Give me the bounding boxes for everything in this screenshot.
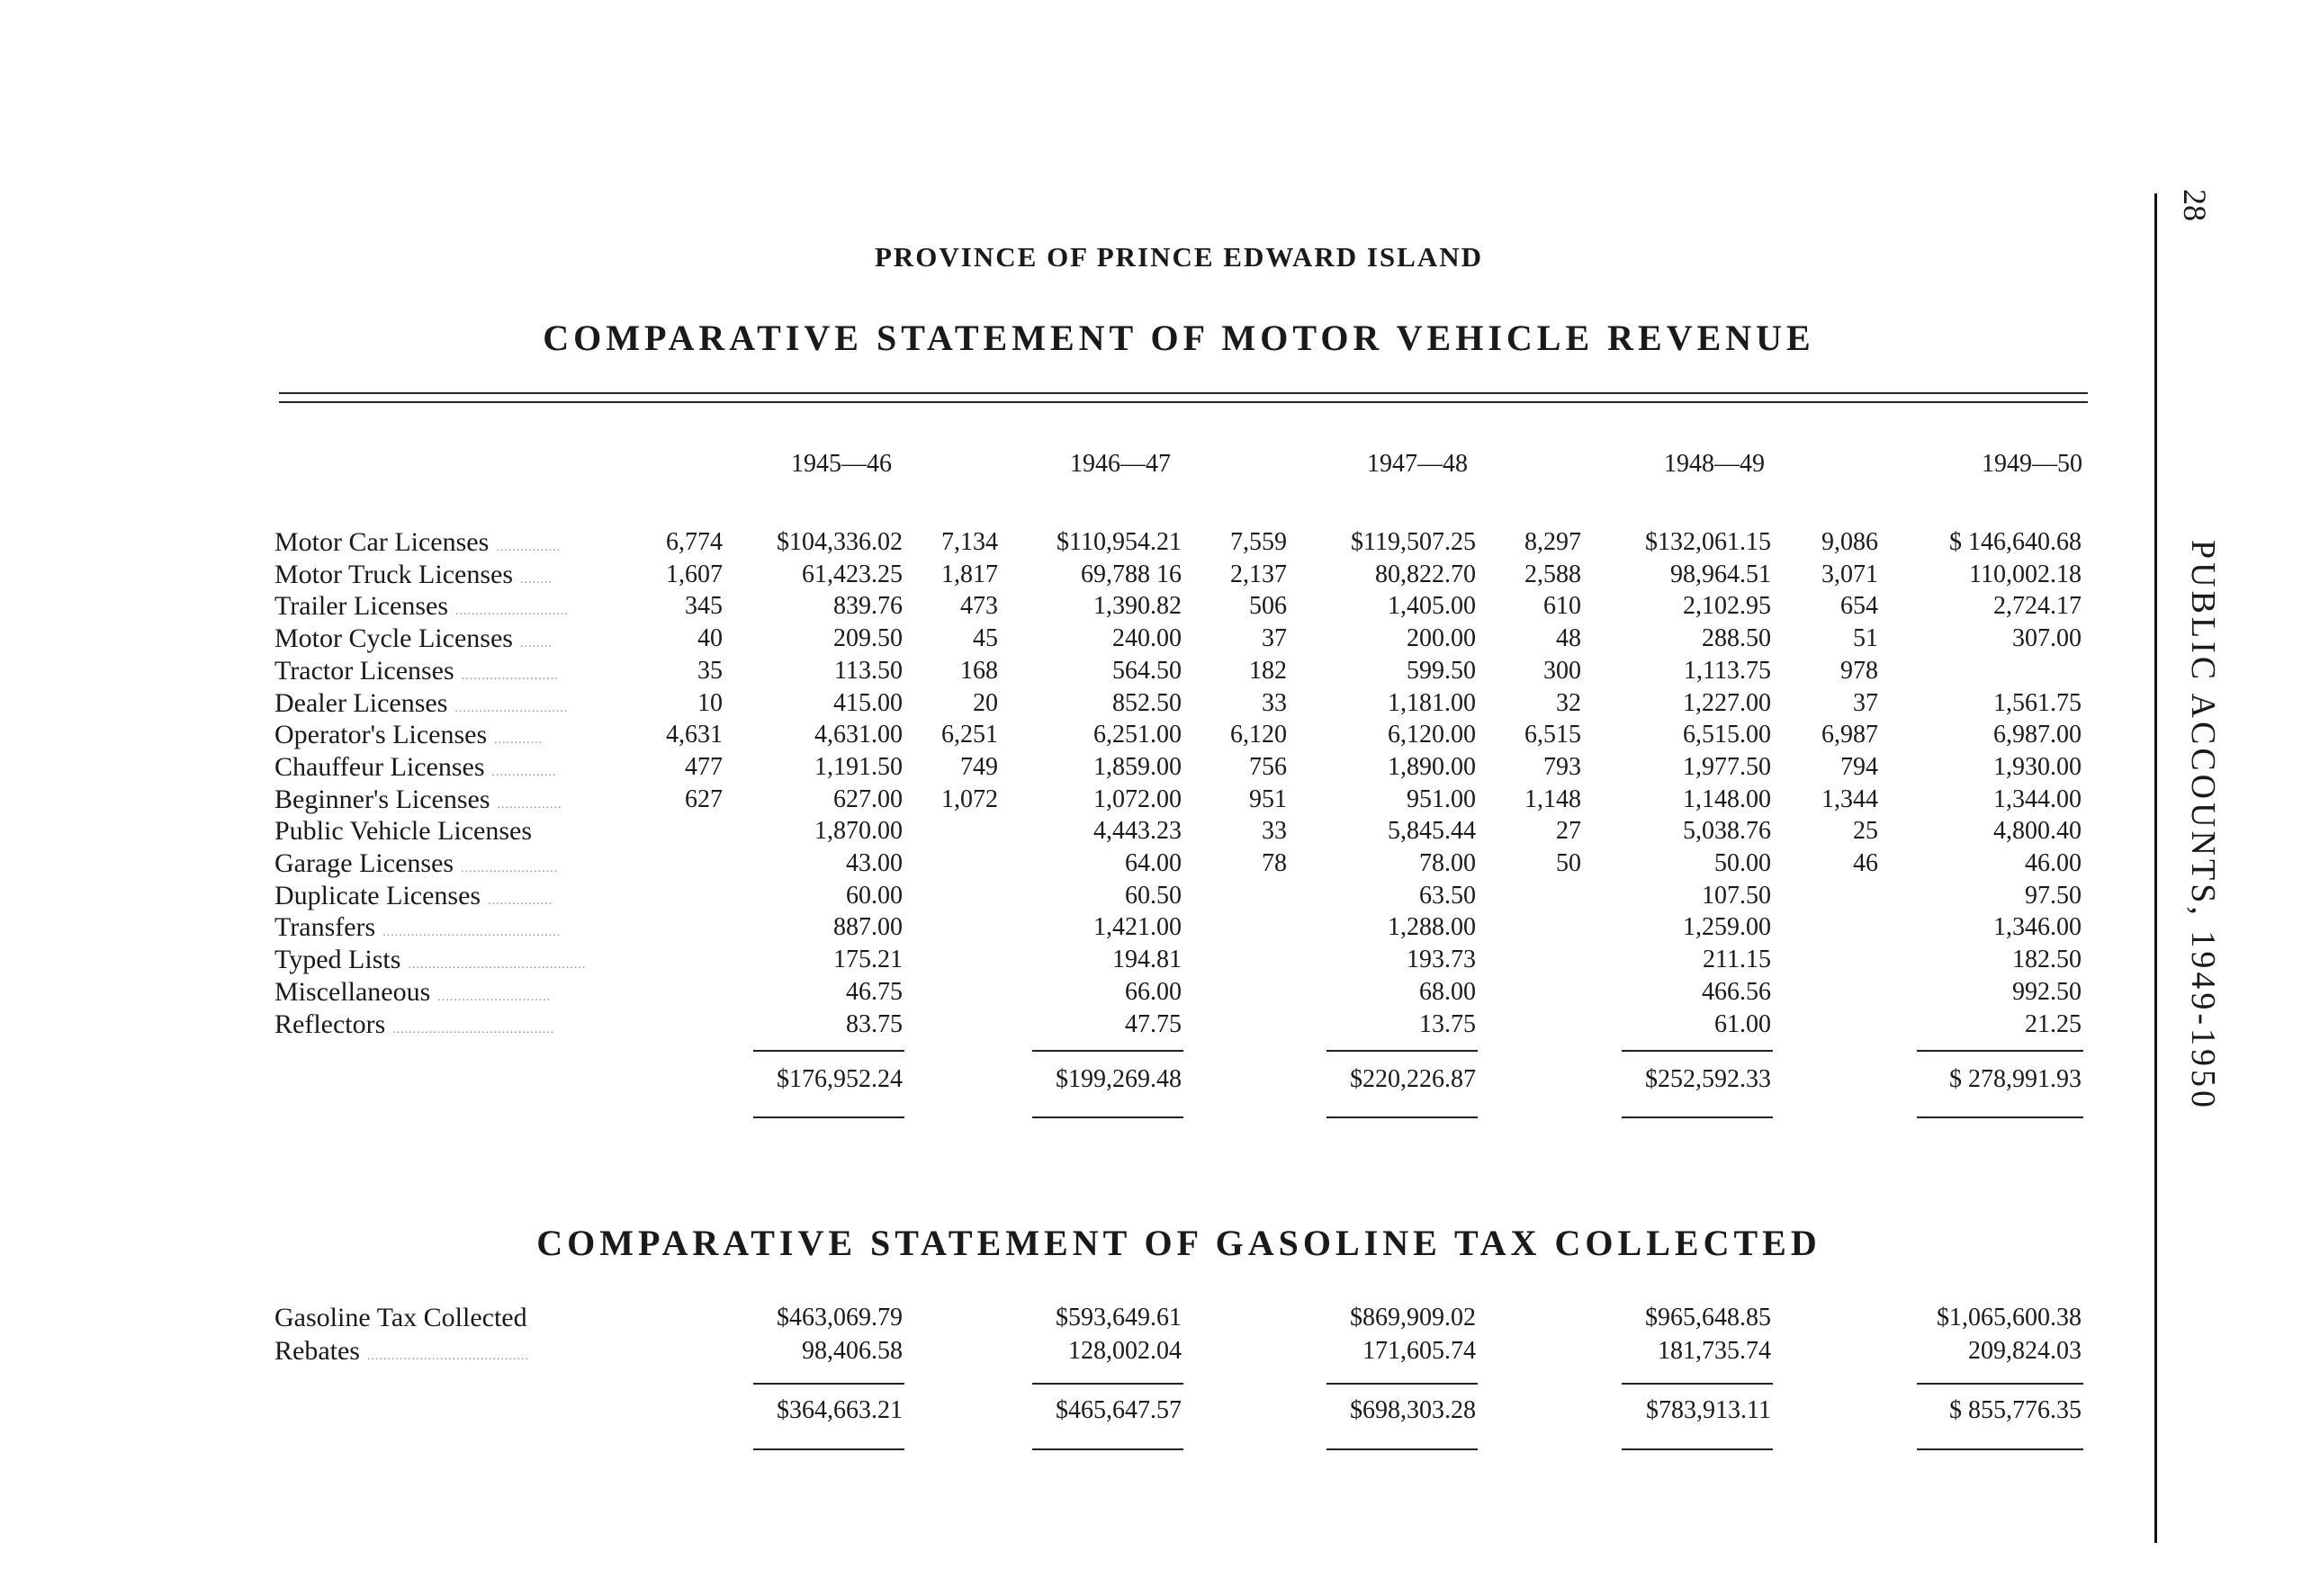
revenue-amount: 992.50 <box>2012 977 2082 1006</box>
licence-count: 6,774 <box>666 528 723 556</box>
revenue-amount: 1,859.00 <box>1093 752 1182 781</box>
total-rule-below <box>753 1116 904 1118</box>
title-rule-bottom <box>279 401 2088 403</box>
column-total: $199,269.48 <box>1056 1065 1182 1093</box>
licence-count: 37 <box>1262 624 1287 653</box>
total-rule-above <box>1032 1050 1183 1052</box>
row-label-text: Beginner's Licenses <box>274 784 490 814</box>
total-rule-below <box>1917 1116 2083 1118</box>
gas-total-rule-below <box>753 1448 904 1450</box>
revenue-amount: 60.00 <box>846 881 903 910</box>
revenue-amount: 627.00 <box>833 785 903 813</box>
licence-count: 7,134 <box>941 528 998 556</box>
revenue-amount: 887.00 <box>833 913 903 942</box>
year-header: 1948—49 <box>1664 450 1765 478</box>
row-label-text: Motor Truck Licenses <box>274 559 513 589</box>
gas-amount: 128,002.04 <box>1068 1337 1182 1365</box>
revenue-amount: 13.75 <box>1419 1009 1476 1038</box>
gas-amount: $965,648.85 <box>1645 1304 1771 1331</box>
revenue-amount: 50.00 <box>1714 849 1771 877</box>
row-label-text: Duplicate Licenses <box>274 880 481 910</box>
row-label-text: Tractor Licenses <box>274 655 454 686</box>
title-rule-top <box>279 392 2088 394</box>
revenue-amount: 69,788 16 <box>1081 560 1182 588</box>
revenue-amount: 64.00 <box>1125 849 1182 877</box>
leader-dots: ................ <box>488 893 553 908</box>
gas-amount: 98,406.58 <box>802 1337 903 1365</box>
licence-count: 9,086 <box>1821 528 1878 556</box>
revenue-amount: 1,346.00 <box>1993 913 2082 942</box>
column-total: $176,952.24 <box>777 1065 903 1093</box>
total-rule-above <box>1326 1050 1478 1052</box>
revenue-amount: 1,561.75 <box>1993 688 2082 717</box>
revenue-amount: 1,113.75 <box>1684 656 1771 685</box>
revenue-amount: 21.25 <box>2025 1009 2082 1038</box>
province-heading: PROVINCE OF PRINCE EDWARD ISLAND <box>874 241 1483 273</box>
licence-count: 627 <box>685 785 723 813</box>
revenue-amount: 2,102.95 <box>1683 592 1771 621</box>
revenue-amount: 63.50 <box>1419 881 1476 910</box>
licence-count: 6,987 <box>1821 721 1878 749</box>
revenue-amount: 1,421.00 <box>1093 913 1182 942</box>
year-header: 1946—47 <box>1070 450 1171 478</box>
leader-dots: ........................................ <box>366 1349 529 1363</box>
revenue-amount: 107.50 <box>1702 881 1771 910</box>
revenue-amount: 200.00 <box>1407 624 1476 653</box>
revenue-amount: 61,423.25 <box>802 560 903 588</box>
row-label-text: Operator's Licenses <box>274 720 488 750</box>
gas-total-rule-above <box>753 1383 904 1385</box>
total-rule-above <box>1622 1050 1773 1052</box>
licence-count: 20 <box>973 688 998 717</box>
leader-dots: ........................ <box>461 668 559 683</box>
gas-total-rule-above <box>1032 1383 1183 1385</box>
revenue-amount: 68.00 <box>1419 977 1476 1006</box>
gas-amount: 209,824.03 <box>1968 1337 2082 1365</box>
revenue-amount: 182.50 <box>2012 946 2082 974</box>
leader-dots: ........ <box>520 572 553 587</box>
revenue-amount: 4,800.40 <box>1993 817 2082 846</box>
revenue-amount: 4,631.00 <box>814 721 903 749</box>
row-label <box>274 1009 554 1046</box>
licence-count: 654 <box>1840 592 1878 621</box>
running-title: PUBLIC ACCOUNTS, 1949-1950 <box>2184 540 2222 1111</box>
licence-count: 1,817 <box>941 560 998 588</box>
licence-count: 182 <box>1249 656 1287 685</box>
licence-count: 168 <box>960 656 998 685</box>
row-label-text: Motor Car Licenses <box>274 527 490 557</box>
gasoline-tax-title: COMPARATIVE STATEMENT OF GASOLINE TAX COLLECTED <box>536 1223 1821 1263</box>
revenue-amount: 175.21 <box>833 946 903 974</box>
page-number: 28 <box>2177 189 2213 221</box>
licence-count: 978 <box>1840 656 1878 685</box>
revenue-amount: 599.50 <box>1407 656 1476 685</box>
licence-count: 46 <box>1853 849 1878 877</box>
licence-count: 756 <box>1249 752 1287 781</box>
revenue-amount: 1,148.00 <box>1683 785 1771 813</box>
licence-count: 300 <box>1543 656 1581 685</box>
licence-count: 7,559 <box>1230 528 1287 556</box>
revenue-amount: 78.00 <box>1419 849 1476 877</box>
leader-dots: ............................................ <box>408 958 587 973</box>
licence-count: 33 <box>1262 688 1287 717</box>
leader-dots: ............ <box>494 733 544 748</box>
revenue-amount: 43.00 <box>846 849 903 877</box>
revenue-amount: $104,336.02 <box>777 528 903 556</box>
revenue-amount: 1,390.82 <box>1093 592 1182 621</box>
licence-count: 6,251 <box>941 721 998 749</box>
licence-count: 1,148 <box>1524 785 1581 813</box>
revenue-amount: 80,822.70 <box>1375 560 1476 588</box>
column-total: $252,592.33 <box>1645 1065 1771 1093</box>
revenue-amount: 98,964.51 <box>1670 560 1771 588</box>
revenue-amount: 194.81 <box>1112 946 1182 974</box>
leader-dots: ............................ <box>437 990 552 1004</box>
revenue-amount: 193.73 <box>1407 946 1476 974</box>
licence-count: 32 <box>1556 688 1581 717</box>
revenue-amount: 1,344.00 <box>1993 785 2082 813</box>
revenue-amount: 1,890.00 <box>1388 752 1476 781</box>
revenue-amount: 415.00 <box>833 688 903 717</box>
leader-dots: ................ <box>496 541 562 554</box>
revenue-amount: 2,724.17 <box>1993 592 2082 621</box>
revenue-amount: 97.50 <box>2025 881 2082 910</box>
revenue-amount: 110,002.18 <box>1969 560 2082 588</box>
revenue-amount: 5,845.44 <box>1388 817 1476 846</box>
row-label-text: Miscellaneous <box>274 976 431 1007</box>
revenue-amount: 1,870.00 <box>814 817 903 846</box>
year-header: 1949—50 <box>1982 450 2082 478</box>
revenue-amount: 1,259.00 <box>1683 913 1771 942</box>
licence-count: 1,344 <box>1821 785 1878 813</box>
licence-count: 33 <box>1262 817 1287 846</box>
revenue-amount: 1,181.00 <box>1388 688 1476 717</box>
revenue-amount: 564.50 <box>1112 656 1182 685</box>
row-label-text: Motor Cycle Licenses <box>274 623 513 654</box>
gas-row-label <box>274 1335 529 1373</box>
licence-count: 610 <box>1543 592 1581 621</box>
row-label-text: Transfers <box>274 912 376 943</box>
licence-count: 35 <box>697 656 723 685</box>
licence-count: 6,515 <box>1524 721 1581 749</box>
gas-total: $465,647.57 <box>1056 1396 1182 1424</box>
motor-revenue-title: COMPARATIVE STATEMENT OF MOTOR VEHICLE REVENUE <box>543 318 1815 358</box>
gas-amount: $869,909.02 <box>1350 1304 1476 1331</box>
licence-count: 506 <box>1249 592 1287 621</box>
row-label-text: Dealer Licenses <box>274 687 448 718</box>
revenue-amount: $ 146,640.68 <box>1949 528 2082 556</box>
licence-count: 50 <box>1556 849 1581 877</box>
row-label-text: Chauffeur Licenses <box>274 751 485 782</box>
gas-amount: 181,735.74 <box>1658 1337 1771 1365</box>
revenue-amount: 61.00 <box>1714 1009 1771 1038</box>
revenue-amount: 6,987.00 <box>1993 721 2082 749</box>
gas-total-rule-below <box>1917 1448 2083 1450</box>
leader-dots: ............................ <box>454 701 569 715</box>
revenue-amount: 1,227.00 <box>1683 688 1771 717</box>
total-rule-below <box>1622 1116 1773 1118</box>
row-label-text: Public Vehicle Licenses <box>274 816 533 847</box>
year-header: 1947—48 <box>1367 450 1468 478</box>
licence-count: 2,588 <box>1524 560 1581 588</box>
row-label-text: Reflectors <box>274 1009 386 1039</box>
revenue-amount: 1,977.50 <box>1683 752 1771 781</box>
revenue-amount: 852.50 <box>1112 688 1182 717</box>
revenue-amount: 466.56 <box>1702 977 1771 1006</box>
licence-count: 473 <box>960 592 998 621</box>
revenue-amount: 240.00 <box>1112 624 1182 653</box>
leader-dots: ............................ <box>455 605 570 619</box>
gas-row-label <box>274 1302 527 1334</box>
licence-count: 78 <box>1262 849 1287 877</box>
licence-count: 48 <box>1556 624 1581 653</box>
total-rule-above <box>1917 1050 2083 1052</box>
licence-count: 6,120 <box>1230 721 1287 749</box>
licence-count: 1,607 <box>666 560 723 588</box>
revenue-amount: 307.00 <box>2012 624 2082 653</box>
gas-amount: 171,605.74 <box>1362 1337 1476 1365</box>
revenue-amount: 209.50 <box>833 624 903 653</box>
licence-count: 794 <box>1840 752 1878 781</box>
licence-count: 951 <box>1249 785 1287 813</box>
gas-amount: $1,065,600.38 <box>1937 1304 2082 1331</box>
row-label <box>274 815 532 847</box>
revenue-amount: $110,954.21 <box>1057 528 1182 556</box>
revenue-amount: 46.00 <box>2025 849 2082 877</box>
row-label-text: Typed Lists <box>274 945 401 975</box>
licence-count: 40 <box>697 624 723 653</box>
revenue-amount: 839.76 <box>833 592 903 621</box>
licence-count: 37 <box>1853 688 1878 717</box>
revenue-amount: $132,061.15 <box>1645 528 1771 556</box>
licence-count: 51 <box>1853 624 1878 653</box>
leader-dots: ........ <box>519 637 553 651</box>
revenue-amount: 288.50 <box>1702 624 1771 653</box>
licence-count: 45 <box>973 624 998 653</box>
gas-total-rule-above <box>1622 1383 1773 1385</box>
revenue-amount: 1,191.50 <box>814 752 903 781</box>
gas-total-rule-below <box>1326 1448 1478 1450</box>
gas-total-rule-above <box>1917 1383 2083 1385</box>
licence-count: 8,297 <box>1524 528 1581 556</box>
gas-total-rule-above <box>1326 1383 1478 1385</box>
revenue-amount: 47.75 <box>1125 1009 1182 1038</box>
gas-amount: $463,069.79 <box>777 1304 903 1331</box>
column-total: $220,226.87 <box>1350 1065 1476 1093</box>
licence-count: 25 <box>1853 817 1878 846</box>
revenue-amount: 5,038.76 <box>1683 817 1771 846</box>
revenue-amount: 66.00 <box>1125 977 1182 1006</box>
gas-row-label-text: Rebates <box>274 1336 360 1366</box>
revenue-amount: 1,072.00 <box>1093 785 1182 813</box>
gas-total-rule-below <box>1622 1448 1773 1450</box>
year-header: 1945—46 <box>791 450 892 478</box>
gas-amount: $593,649.61 <box>1056 1304 1182 1331</box>
revenue-amount: 1,288.00 <box>1388 913 1476 942</box>
column-total: $ 278,991.93 <box>1949 1065 2082 1093</box>
licence-count: 793 <box>1543 752 1581 781</box>
gas-total: $364,663.21 <box>777 1396 903 1424</box>
gas-total-rule-below <box>1032 1448 1183 1450</box>
licence-count: 10 <box>697 688 723 717</box>
licence-count: 4,631 <box>666 721 723 749</box>
gas-row-label-text: Gasoline Tax Collected <box>274 1303 527 1332</box>
revenue-amount: 83.75 <box>846 1009 903 1038</box>
licence-count: 2,137 <box>1230 560 1287 588</box>
licence-count: 3,071 <box>1821 560 1878 588</box>
revenue-amount: 211.15 <box>1703 946 1771 974</box>
revenue-amount: 60.50 <box>1125 881 1182 910</box>
licence-count: 27 <box>1556 817 1581 846</box>
margin-rule <box>2154 193 2157 1543</box>
revenue-amount: 1,405.00 <box>1388 592 1476 621</box>
revenue-amount: $119,507.25 <box>1351 528 1476 556</box>
leader-dots: ........................................ <box>392 1022 555 1036</box>
revenue-amount: 6,251.00 <box>1093 721 1182 749</box>
licence-count: 1,072 <box>941 785 998 813</box>
revenue-amount: 4,443.23 <box>1093 817 1182 846</box>
total-rule-below <box>1326 1116 1478 1118</box>
revenue-amount: 1,930.00 <box>1993 752 2082 781</box>
revenue-amount: 6,120.00 <box>1388 721 1476 749</box>
licence-count: 345 <box>685 592 723 621</box>
licence-count: 477 <box>685 752 723 781</box>
gas-total: $ 855,776.35 <box>1949 1396 2082 1424</box>
row-label-text: Trailer Licenses <box>274 591 449 622</box>
licence-count: 749 <box>960 752 998 781</box>
total-rule-above <box>753 1050 904 1052</box>
total-rule-below <box>1032 1116 1183 1118</box>
revenue-amount: 6,515.00 <box>1683 721 1771 749</box>
gas-total: $698,303.28 <box>1350 1396 1476 1424</box>
leader-dots: ................ <box>497 797 562 811</box>
gas-total: $783,913.11 <box>1646 1396 1771 1424</box>
leader-dots: ............................................ <box>382 926 562 940</box>
row-label-text: Garage Licenses <box>274 848 454 878</box>
revenue-amount: 951.00 <box>1407 785 1476 813</box>
revenue-amount: 113.50 <box>834 656 903 685</box>
revenue-amount: 46.75 <box>846 977 903 1006</box>
leader-dots: ................ <box>491 765 557 779</box>
leader-dots: ........................ <box>461 862 559 875</box>
